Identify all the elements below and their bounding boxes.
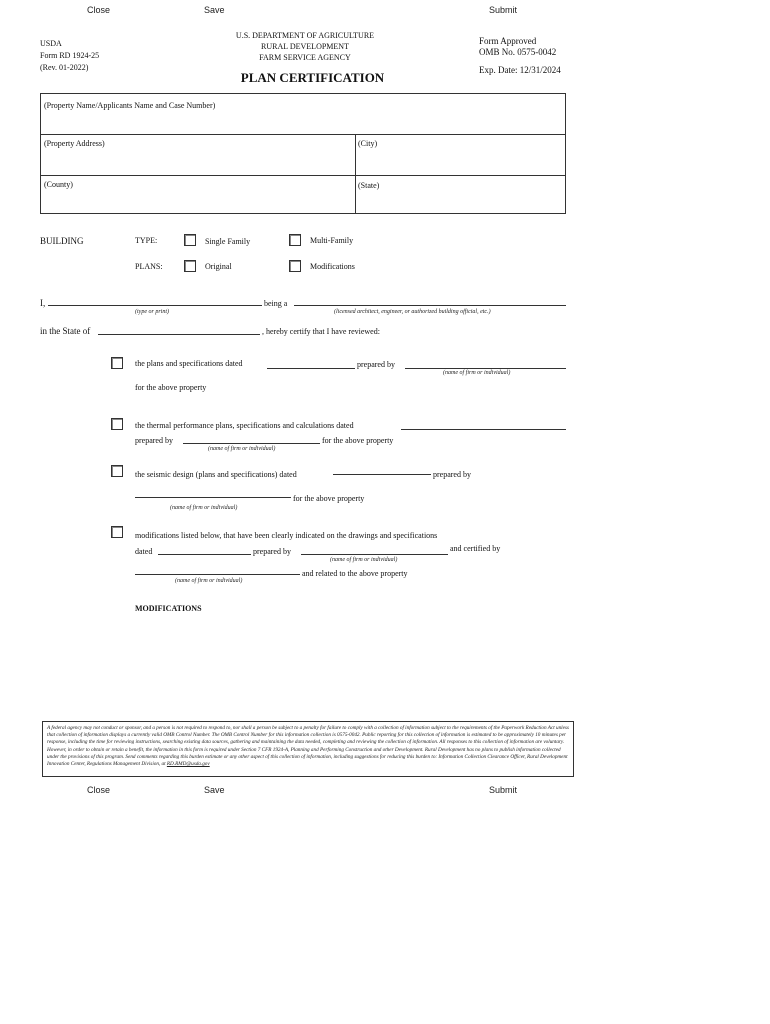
firm-hint: (name of firm or individual) — [443, 370, 511, 376]
plans-specs-checkbox[interactable] — [111, 357, 123, 369]
mods-preparer-input[interactable] — [301, 544, 448, 554]
close-button[interactable]: Close — [87, 5, 111, 15]
seismic-date-input[interactable] — [333, 464, 431, 474]
certifier-name-line — [48, 305, 262, 306]
hereby-certify-text: , hereby certify that I have reviewed: — [262, 327, 380, 336]
plans-preparer-input[interactable] — [405, 358, 566, 368]
form-title: PLAN CERTIFICATION — [240, 70, 385, 85]
department-sub: RURAL DEVELOPMENT — [261, 42, 349, 51]
mods-preparer-line — [301, 554, 448, 555]
close-button[interactable]: Close — [87, 785, 111, 795]
seismic-preparer-line — [135, 497, 291, 498]
thermal-preparer-input[interactable] — [183, 433, 320, 443]
seismic-preparer-input[interactable] — [135, 487, 291, 497]
thermal-date-input[interactable] — [401, 419, 566, 429]
state-label: (State) — [358, 181, 380, 190]
seismic-checkbox[interactable] — [111, 465, 123, 477]
approval-block — [479, 36, 556, 58]
building-label: BUILDING — [40, 236, 84, 246]
multi-family-label: Multi-Family — [310, 236, 354, 245]
firm-hint: (name of firm or individual) — [170, 505, 238, 511]
single-family-label: Single Family — [205, 237, 251, 246]
type-label: TYPE: — [135, 236, 158, 245]
firm-hint: (name of firm or individual) — [330, 557, 398, 563]
prepared-by-label: prepared by — [135, 436, 173, 445]
plans-preparer-line — [405, 368, 566, 369]
county-input[interactable] — [44, 192, 349, 210]
agency-block — [40, 38, 99, 74]
modifications-heading: MODIFICATIONS — [135, 604, 202, 613]
property-name-input[interactable] — [44, 113, 559, 129]
state-of-input[interactable] — [98, 324, 260, 334]
property-name-label: (Property Name/Applicants Name and Case Number) — [44, 101, 216, 110]
thermal-checkbox[interactable] — [111, 418, 123, 430]
firm-hint: (name of firm or individual) — [208, 446, 276, 452]
divider — [40, 175, 566, 176]
mods-date-line — [158, 554, 251, 555]
modifications-listed-text: modifications listed below, that have been clearly indicated on the drawings and specifications — [135, 531, 438, 540]
modifications-checkbox[interactable] — [289, 260, 301, 272]
property-address-label: (Property Address) — [44, 139, 105, 148]
form-revision: (Rev. 01-2022) — [40, 63, 89, 72]
original-label: Original — [205, 262, 232, 271]
plans-specs-text: the plans and specifications dated — [135, 359, 243, 368]
certifier-name-input[interactable] — [48, 295, 262, 305]
state-of-line — [98, 334, 260, 335]
property-address-input[interactable] — [44, 151, 349, 169]
mods-date-input[interactable] — [158, 544, 251, 554]
in-the-state-of-label: in the State of — [40, 326, 91, 336]
notice-email-link[interactable]: RD.RMD@usda.gov — [166, 761, 210, 768]
i-label: I, — [40, 298, 46, 308]
burden-notice — [42, 721, 574, 777]
and-related-text: and related to the above property — [302, 569, 408, 578]
mods-certifier-line — [135, 574, 300, 575]
profession-line — [294, 305, 566, 306]
original-checkbox[interactable] — [184, 260, 196, 272]
divider — [40, 134, 566, 135]
prepared-by-label: prepared by — [253, 547, 291, 556]
state-input[interactable] — [359, 193, 562, 211]
save-button[interactable]: Save — [204, 5, 225, 15]
multi-family-checkbox[interactable] — [289, 234, 301, 246]
seismic-date-line — [333, 474, 431, 475]
form-approved: Form Approved — [479, 36, 537, 46]
dated-label: dated — [135, 547, 153, 556]
department-block — [200, 30, 410, 63]
being-a-label: being a — [264, 299, 288, 308]
modifications-textarea[interactable] — [135, 617, 565, 712]
prepared-by-label: prepared by — [433, 470, 471, 479]
thermal-date-line — [401, 429, 566, 430]
expiration-date: Exp. Date: 12/31/2024 — [479, 65, 561, 75]
submit-button[interactable]: Submit — [489, 785, 518, 795]
licensed-hint: (licensed architect, engineer, or authorized building official, etc.) — [334, 309, 491, 315]
plans-date-input[interactable] — [267, 358, 355, 368]
and-certified-by-label: and certified by — [450, 544, 501, 553]
submit-button[interactable]: Submit — [489, 5, 518, 15]
department-name: U.S. DEPARTMENT OF AGRICULTURE — [235, 31, 375, 40]
plans-date-line — [267, 368, 355, 369]
modifications-label: Modifications — [310, 262, 355, 271]
burden-notice-text: A federal agency may not conduct or sponsor, and a person is not required to respond to, nor shall a person be subject to a penalty for failure to comply with a collection of information subject to the requirements of the Paperwork Reduction Act unless that collection of information displays a currently valid OMB Control Number. The OMB Control Number for this information collection is 0575-0042. Public reporting for this collection of information is estimated to be approximately 10 minutes per response, including the time for reviewing instructions, searching existing data sources, gathering and maintaining the data needed, completing and reviewing the collection of information. All responses to this collection of information are voluntary. However, in order to obtain or retain a benefit, the information in this form is required under Section 7 CFR 1924-A, Planning and Performing Construction and other Development. Rural Development has no plans to publish information collected under the provisions of this program. Send comments regarding this burden estimate or any other aspect of this collection of information, including suggestions for reducing this burden to: Information Collection Clearance Officer, Rural Development Innovation Center, Regulations Management Division, at — [47, 725, 569, 768]
seismic-text: the seismic design (plans and specifications) dated — [135, 470, 297, 479]
save-button[interactable]: Save — [204, 785, 225, 795]
divider — [355, 134, 356, 214]
city-label: (City) — [358, 139, 378, 148]
city-input[interactable] — [359, 151, 562, 169]
firm-hint: (name of firm or individual) — [175, 578, 243, 584]
profession-input[interactable] — [294, 295, 566, 305]
plans-label: PLANS: — [135, 262, 163, 271]
prepared-by-label: prepared by — [357, 360, 395, 369]
for-above-property-text: for the above property — [322, 436, 394, 445]
omb-number: OMB No. 0575-0042 — [479, 47, 557, 57]
county-label: (County) — [44, 180, 73, 189]
type-or-print-hint: (type or print) — [135, 309, 169, 315]
single-family-checkbox[interactable] — [184, 234, 196, 246]
mods-certifier-input[interactable] — [135, 564, 300, 574]
thermal-text: the thermal performance plans, specifications and calculations dated — [135, 421, 354, 430]
thermal-preparer-line — [183, 443, 320, 444]
for-above-property-text: for the above property — [135, 383, 207, 392]
for-above-property-text: for the above property — [293, 494, 365, 503]
form-number: Form RD 1924-25 — [40, 51, 100, 60]
modifications-listed-checkbox[interactable] — [111, 526, 123, 538]
agency-usda: USDA — [40, 39, 62, 48]
department-agency: FARM SERVICE AGENCY — [259, 53, 351, 62]
